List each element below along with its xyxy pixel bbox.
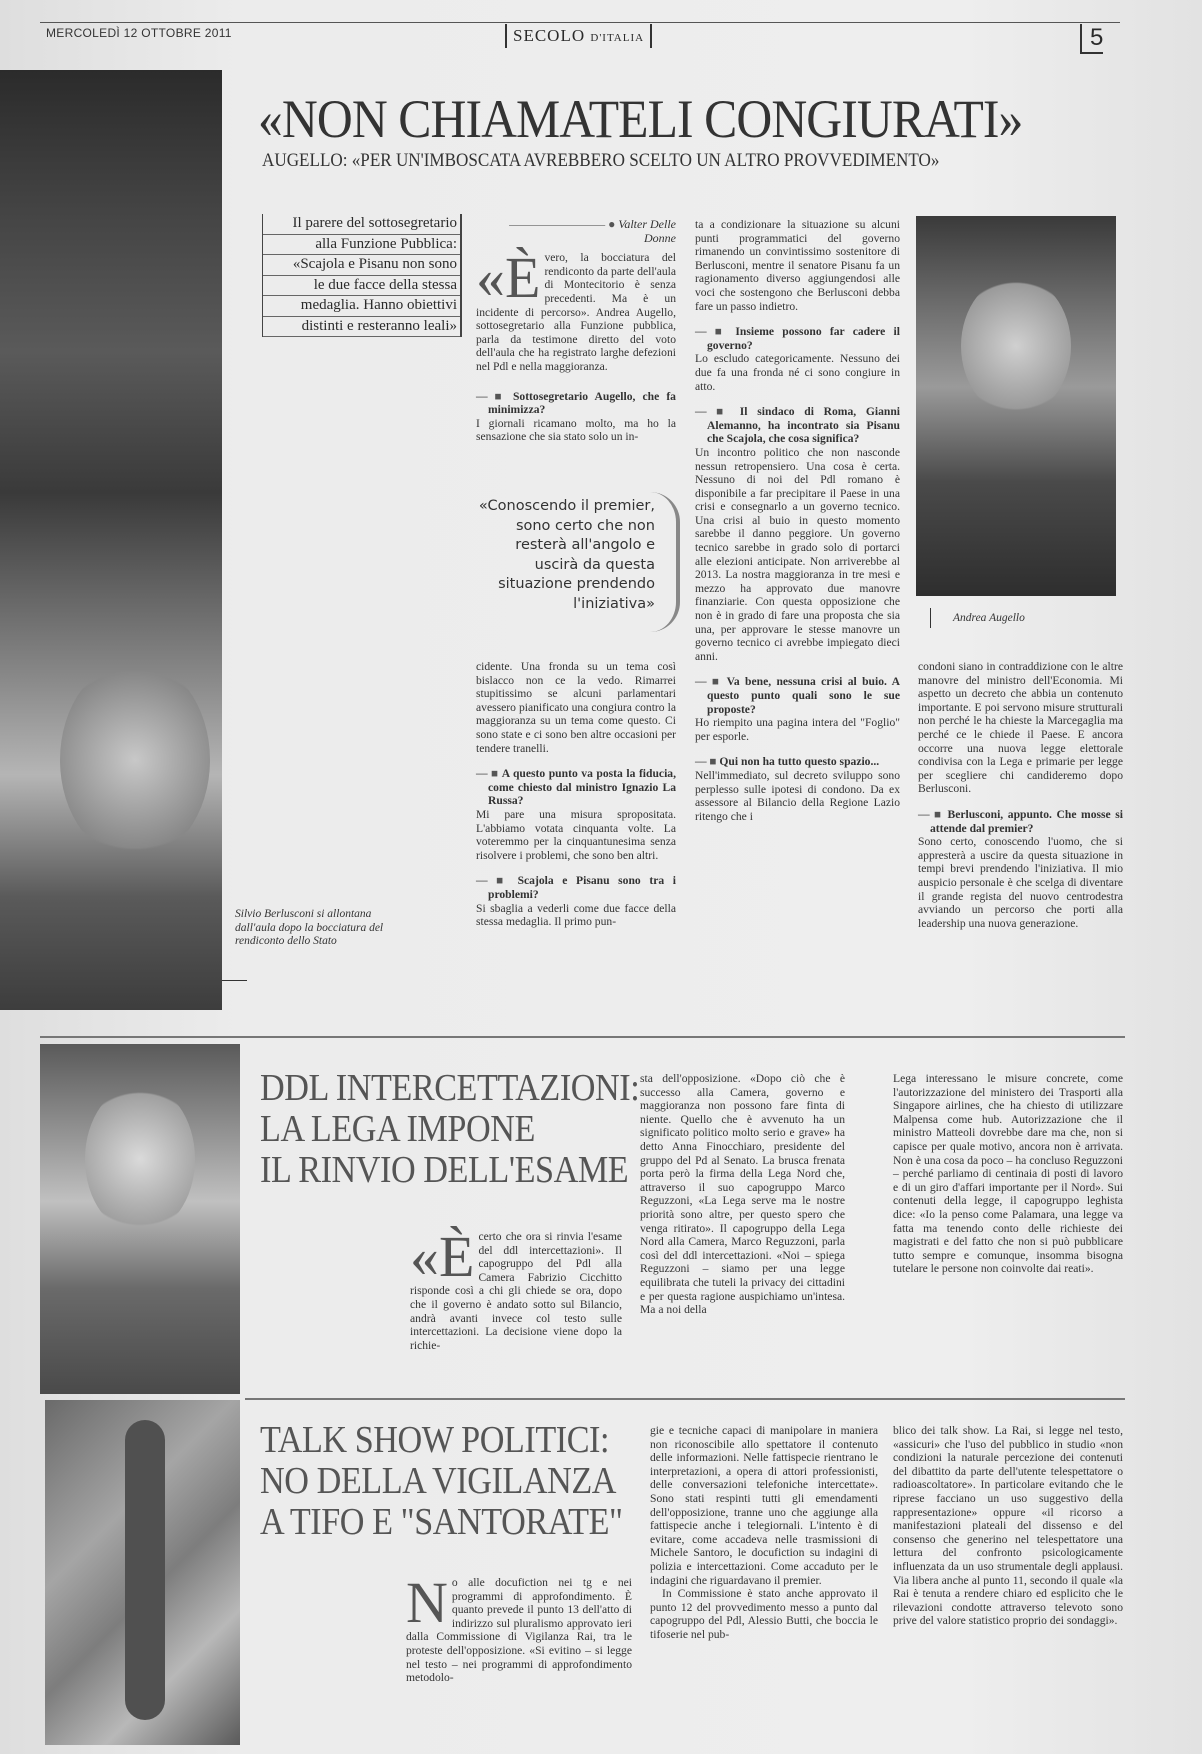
question: — ■ Scajola e Pisanu sono tra i problemi?	[476, 874, 676, 901]
section-divider	[40, 1036, 1125, 1038]
answer: Mi pare una misura spropositata. L'abbiamo votata cinquanta volte. La voteremmo per la cinquantunesima senza risolvere i problemi, che sono ben altri.	[476, 807, 676, 862]
article2-col3	[893, 1072, 1123, 1276]
title-line: TALK SHOW POLITICI:	[260, 1419, 610, 1461]
question: — ■ A questo punto va posta la fiducia, come chiesto dal ministro Ignazio La Russa?	[476, 767, 676, 808]
answer: I giornali ricamano molto, ma ho la sensazione che sia stato solo un in-	[476, 416, 676, 444]
title-line: A TIFO E "SANTORATE"	[260, 1501, 623, 1543]
pull-quote-bracket	[650, 492, 680, 632]
paragraph: In Commissione è stato anche approvato il punto 12 del provvedimento messo a punto dal capogruppo del Pdl, Alessio Butti, che boccia le tifoserie nel pub-	[650, 1587, 878, 1641]
article1-col3-lower	[918, 660, 1123, 930]
paragraph: blico dei talk show. La Rai, si legge nel testo, «assicuri» che l'uso del pubblico in studio «non condizioni la naturale percezione dei contenuti del dibattito da parte dell'utente telespettatore o radioascoltatore». In particolare evitando che le riprese facciano un uso suggestivo della rappresentazione» oppure «il ricorso a manifestazioni plateali del dissenso e del consenso che generino nel telespettatore una lettura del confronto psicologicamente influenzata da un uso strumentale degli applausi. Via libera anche al punto 11, secondo il quale «la Rai è tenuta a rendere chiaro ed esplicito che le rilevazioni condotte attraverso televoto sono prive del valore statistico proprio dei sondaggi».	[893, 1424, 1123, 1628]
header-rule	[40, 22, 1120, 23]
paragraph: sta dell'opposizione. «Dopo ciò che è successo alla Camera, governo e maggioranza non possono fare finta di niente. Quello che è avvenuto ha un significato politico molto serio e grave» ha detto Anna Finocchiaro, presidente del gruppo del Pd al Senato. La brusca frenata porta però la firma della Lega Nord che, attraverso il suo capogruppo Marco Reguzzoni, «La Lega serve ma le nostre priorità sono altre, per questo spero che venga ritirato». Il capogruppo della Lega Nord alla Camera, Marco Reguzzoni, parla così del ddl intercettazioni. «Noi – spiega Reguzzoni – siamo per una legge equilibrata che tuteli la privacy dei cittadini e per questa ragione auspichiamo un'intesa. Ma a noi della	[640, 1072, 845, 1317]
article2-title	[260, 1068, 681, 1191]
augello-caption: Andrea Augello	[953, 612, 1025, 624]
answer: Un incontro politico che non nasconde nessun retropensiero. Una cosa è certa. Nessuno di noi del Pdl romano è disponibile a far precipitare il Paese in una crisi e consegnarlo a un governo tecnico. Una crisi al buio in questo momento sarebbe il danno peggiore. Un governo tecnico sarebbe in grado solo di portarci alle elezioni anticipate. Non arriverebbe al 2013. La nostra maggioranza in tre mesi e mezzo ha approvato due manovre finanziarie. Con questa opposizione che non è in grado di fare una proposta che sia una, per approvare le stesse manovre un governo tecnico ci avrebbe impiegato dieci anni.	[695, 445, 900, 663]
article2-col2	[640, 1072, 845, 1317]
answer: cidente. Una fronda su un tema così bislacco non ce la vedo. Rimarrei stupitissimo se alcuni parlamentari avessero pianificato una congiura contro la maggioranza su un tema come questo. Ci sono state e ci sono ben altre occasioni per tendere tranelli.	[476, 660, 676, 755]
dropcap: «È	[410, 1224, 475, 1289]
article1-summary-box	[262, 214, 462, 337]
answer: condoni siano in contraddizione con le altre manovre del ministro dell'Economia. Mi aspetto un decreto che abbia un contenuto importante. E poi servono misure strutturali non perché le ha chieste la Marcegaglia ma perché ce le chiede il Paese. E ancora occorre una nuova legge elettorale condivisa con la Lega e primarie per legge per scegliere chi candideremo dopo Berlusconi.	[918, 660, 1123, 796]
byline: ———————— ● Valter Delle Donne	[476, 218, 676, 245]
answer: Sono certo, conoscendo l'uomo, che si appresterà a uscire da questa situazione in tempi brevi prendendo l'iniziativa. Il mio auspicio personale è che scelga di diventare il grande regista del nuovo centrodestra avviando un percorso che porti alla leadership una nuova generazione.	[918, 835, 1123, 930]
article1-title: «NON CHIAMATELI CONGIURATI»	[258, 89, 1023, 149]
photo-face	[961, 276, 1071, 416]
paragraph: certo che ora si rinvia l'esame del ddl intercettazioni». Il capogruppo del Pdl alla Camera Fabrizio Cicchitto risponde così a chi gli chiede se ora, dopo che il governo è andato sotto sul Bilancio, andrà avanti invece col testo sulle intercettazioni. La decisione viene dopo la richie-	[410, 1230, 622, 1352]
dropcap: «È	[476, 245, 541, 311]
berlusconi-photo	[0, 70, 222, 1010]
paragraph: gie e tecniche capaci di manipolare in maniera non riconoscibile allo spettatore il contenuto delle informazioni. Nelle fattispecie rientrano le interpretazioni, a opera di attori professionisti, delle conversazioni telefoniche intercettate». Sono stati respinti tutti gli emendamenti dell'opposizione, tranne uno che aggiunge alla fattispecie anche i telegiornali. L'intento è di evitare, come accadeva nelle trasmissioni di Michele Santoro, le docufiction su indagini di polizia e intercettazioni. Come accaduto per le indagini che riguardavano il premier.	[650, 1424, 878, 1587]
section-divider	[245, 1398, 1125, 1400]
article1-col1-lower	[476, 660, 676, 929]
title-line: NO DELLA VIGILANZA	[260, 1460, 617, 1502]
cicchitto-photo	[40, 1044, 240, 1394]
summary-line: le due facce della stessa	[263, 276, 460, 297]
photo-statue	[125, 1420, 165, 1720]
question: — ■ Sottosegretario Augello, che fa minimizza?	[476, 390, 676, 417]
summary-line: distinti e resteranno leali»	[263, 317, 460, 338]
caption-rule	[930, 608, 931, 628]
summary-line: medaglia. Hanno obiettivi	[263, 296, 460, 317]
title-line: DDL INTERCETTAZIONI:	[260, 1067, 640, 1109]
dropcap: N	[406, 1570, 448, 1635]
summary-line: Il parere del sottosegretario	[263, 214, 460, 235]
summary-line: alla Funzione Pubblica:	[263, 235, 460, 256]
lead-paragraph: vero, la bocciatura del rendiconto da parte dell'aula di Montecitorio è senza precedenti. Ma è un incidente di percorso». Andrea Augello, sottosegretario alla Funzione pubblica, parla da testimone diretto del voto dell'aula che ha registrato larghe defezioni nel Pdl e nella maggioranza.	[476, 251, 676, 373]
article2-col1	[410, 1224, 622, 1352]
statue-photo	[45, 1400, 240, 1745]
question: — ■ Va bene, nessuna crisi al buio. A questo punto quali sono le sue proposte?	[695, 675, 900, 716]
article3-col1	[406, 1570, 632, 1685]
masthead	[505, 24, 652, 48]
header-date: MERCOLEDÌ 12 OTTOBRE 2011	[46, 26, 232, 40]
paragraph: o alle docufiction nei tg e nei programmi di approfondimento. È quanto prevede il punto 13 dell'atto di indirizzo sul pluralismo approvato ieri dalla Commissione di Vigilanza Rai, tra le proteste dell'opposizione. «Si evitino – si legge nel testo – nei programmi di approfondimento metodolo-	[406, 1576, 632, 1685]
answer: Si sbaglia a vederli come due facce della stessa medaglia. Il primo pun-	[476, 901, 676, 929]
question: — ■ Il sindaco di Roma, Gianni Alemanno, ha incontrato sia Pisanu che Scajola, che cosa significa?	[695, 405, 900, 446]
paragraph: Lega interessano le misure concrete, come l'autorizzazione del ministero dei Trasporti alla Singapore airlines, che ha chiesto di utilizzare Malpensa come hub. Autorizzazione che il ministro Matteoli dovrebbe dare ma che, non si capisce per quale motivo, ancora non è arrivata. Non è una cosa da poco – ha concluso Reguzzoni – perché parliamo di centinaia di posti di lavoro e di un giro d'affari importante per il Nord». Sui contenuti della legge, il capogruppo leghista dice: «Io la penso come Palamara, una legge va fatta ma tenendo conto delle richieste dei magistrati e del fatto che non si può pubblicare tutto sempre e comunque, insomma bisogna tutelare le persone non coinvolte dai reati».	[893, 1072, 1123, 1276]
answer: ta a condizionare la situazione su alcuni punti programmatici del governo rimanendo un convintissimo sostenitore di Berlusconi, mentre il senatore Pisanu fa un ragionamento diverso aggiungendosi alle voci che sostengono che Berlusconi debba fare un passo indietro.	[695, 218, 900, 313]
question: — ■ Insieme possono far cadere il governo?	[695, 325, 900, 352]
question: — ■ Berlusconi, appunto. Che mosse si attende dal premier?	[918, 808, 1123, 835]
answer: Lo escludo categoricamente. Nessuno dei due fa una fronda né ci sono congiure in atto.	[695, 352, 900, 393]
masthead-name: SECOLO	[513, 26, 586, 45]
article3-col3	[893, 1424, 1123, 1628]
question: — ■ Qui non ha tutto questo spazio...	[695, 755, 900, 769]
photo-face	[85, 1084, 195, 1234]
summary-line: «Scajola e Pisanu non sono	[263, 255, 460, 276]
article1-col2	[695, 218, 900, 823]
masthead-suffix: D'ITALIA	[590, 32, 645, 44]
caption-rule	[222, 980, 247, 981]
answer: Ho riempito una pagina intera del "Foglio" per esporle.	[695, 716, 900, 743]
augello-photo	[916, 216, 1116, 596]
photo-figure	[60, 660, 210, 860]
article3-title	[260, 1420, 663, 1543]
article3-col2	[650, 1424, 878, 1642]
title-line: IL RINVIO DELL'ESAME	[260, 1149, 629, 1191]
pull-quote: «Conoscendo il premier, sono certo che non resterà all'angolo e uscirà da questa situazione prendendo l'iniziativa»	[478, 498, 655, 612]
title-line: LA LEGA IMPONE	[260, 1108, 535, 1150]
left-photo-caption: Silvio Berlusconi si allontana dall'aula dopo la bocciatura del rendiconto dello Stato	[235, 908, 384, 947]
article1-col1	[476, 218, 676, 444]
answer: Nell'immediato, sul decreto sviluppo sono perplesso sulle ipotesi di condono. Da ex assessore al Bilancio della Regione Lazio ritengo che i	[695, 768, 900, 823]
article1-subtitle: AUGELLO: «PER UN'IMBOSCATA AVREBBERO SCELTO UN ALTRO PROVVEDIMENTO»	[262, 150, 940, 171]
page-number: 5	[1080, 24, 1103, 54]
